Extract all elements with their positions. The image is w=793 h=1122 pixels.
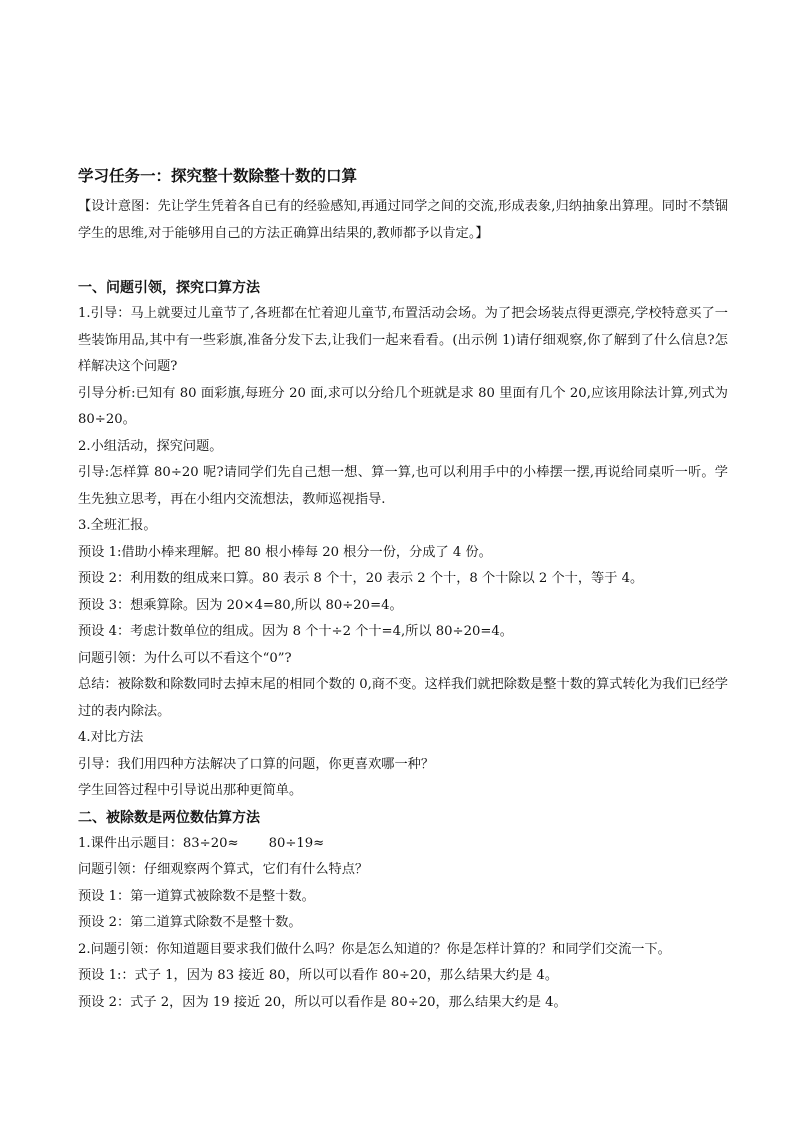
spacer: [78, 247, 728, 275]
exercise-line: 80÷19≈: [268, 835, 325, 851]
paragraph: 问题引领：为什么可以不看这个“0”?: [78, 650, 292, 666]
task-title: 学习任务一：探究整十数除整十数的口算: [78, 167, 358, 185]
document-page: [78, 164, 728, 1016]
paragraph: 2.问题引领：你知道题目要求我们做什么吗？你是怎么知道的？你是怎样计算的？和同学们交流一下。: [78, 941, 671, 957]
paragraph: 4.对比方法: [78, 730, 144, 745]
paragraph: 预设 1：第一道算式被除数不是整十数。: [78, 888, 315, 904]
paragraph: 总结：被除数和除数同时去掉末尾的相同个数的 0,商不变。这样我们就把除数是整十数的算式转化为我们已经学过的表内除法。: [78, 677, 728, 719]
paragraph: 预设 2：第二道算式除数不是整十数。: [78, 915, 302, 930]
paragraph: 引导分析:已知有 80 面彩旗,每班分 20 面,求可以分给几个班就是求 80 里面有几个 20,应该用除法计算,列式为 80÷20。: [78, 385, 728, 427]
exercise-line: 1.课件出示题目：83÷20≈: [78, 835, 239, 851]
paragraph: 预设 2：利用数的组成来口算。80 表示 8 个十，20 表示 2 个十，8 个十除以 2 个十，等于 4。: [78, 571, 644, 586]
section-1-heading: 一、问题引领，探究口算方法: [78, 280, 260, 296]
paragraph: 2.小组活动，探究问题。: [78, 438, 223, 454]
paragraph: 问题引领：仔细观察两个算式，它们有什么特点？: [78, 862, 369, 877]
paragraph: 预设 1:借助小棒来理解。把 80 根小棒每 20 根分一份，分成了 4 份。: [78, 544, 492, 560]
paragraph: 学生回答过程中引导说出那种更简单。: [78, 783, 303, 798]
paragraph: 3.全班汇报。: [78, 518, 157, 533]
section-2-heading: 二、被除数是两位数估算方法: [78, 809, 260, 826]
paragraph: 预设 1:：式子 1，因为 83 接近 80，所以可以看作 80÷20，那么结果大约是 4。: [78, 968, 559, 983]
paragraph: [78, 831, 728, 858]
paragraph: 预设 2：式子 2，因为 19 接近 20，所以可以看作是 80÷20，那么结果大约是 4。: [78, 994, 567, 1010]
paragraph: 引导：我们用四种方法解决了口算的问题，你更喜欢哪一种？: [78, 756, 435, 772]
paragraph: 预设 3：想乘算除。因为 20×4=80,所以 80÷20=4。: [78, 597, 403, 613]
design-intent: 【设计意图：先让学生凭着各自已有的经验感知,再通过同学之间的交流,形成表象,归纳抽象出算理。同时不禁锢学生的思维,对于能够用自己的方法正确算出结果的,教师都予以肯定。】: [78, 199, 728, 241]
paragraph: 预设 4：考虑计数单位的组成。因为 8 个十÷2 个十=4,所以 80÷20=4。: [78, 624, 513, 639]
paragraph: 引导:怎样算 80÷20 呢?请同学们先自己想一想、算一算,也可以利用手中的小棒摆一摆,再说给同桌听一听。学生先独立思考，再在小组内交流想法，教师巡视指导.: [78, 465, 728, 507]
paragraph: 1.引导：马上就要过儿童节了,各班都在忙着迎儿童节,布置活动会场。为了把会场装点得更漂亮,学校特意买了一些装饰用品,其中有一些彩旗,准备分发下去,让我们一起来看看。(出示例 1)请仔细观察,你了解到了什么信息?怎样解决这个问题?: [78, 306, 728, 374]
